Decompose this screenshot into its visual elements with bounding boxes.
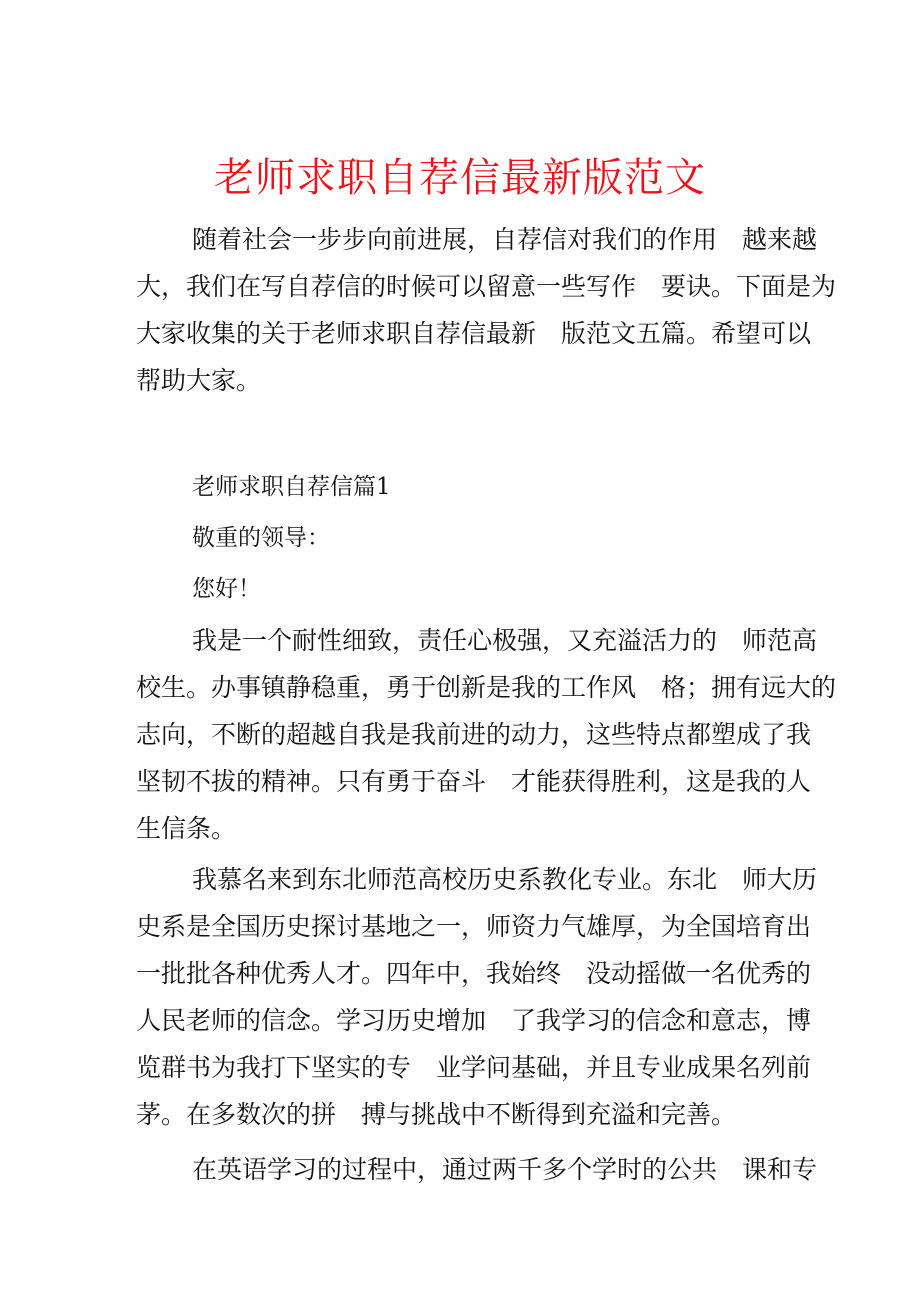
body-paragraph-1 — [136, 617, 837, 852]
text-line: 大家收集的关于老师求职自荐信最新 版范文五篇。希望可以 — [136, 319, 812, 348]
text-line: 在英语学习的过程中，通过两千多个学时的公共 课和专 — [192, 1155, 818, 1184]
intro-paragraph — [136, 216, 837, 404]
text-line: 帮助大家。 — [136, 366, 262, 395]
text-line: 览群书为我打下坚实的专 业学问基础，并且专业成果名列前 — [136, 1053, 812, 1082]
text-line: 生信条。 — [136, 814, 237, 843]
text-line: 志向，不断的超越自我是我前进的动力，这些特点都塑成了我 — [136, 720, 812, 749]
section-heading-text: 老师求职自荐信篇1 — [192, 474, 391, 500]
document-title: 老师求职自荐信最新版范文 — [214, 155, 706, 201]
text-line: 我是一个耐性细致，责任心极强，又充溢活力的 师范高 — [192, 626, 818, 655]
salutation — [136, 515, 796, 562]
text-line: 坚韧不拔的精神。只有勇于奋斗 才能获得胜利，这是我的人 — [136, 767, 812, 796]
text-line: 一批批各种优秀人才。四年中，我始终 没动摇做一名优秀的 — [136, 959, 812, 988]
text-line: 茅。在多数次的拼 搏与挑战中不断得到充溢和完善。 — [136, 1100, 737, 1129]
text-line: 随着社会一步步向前进展，自荐信对我们的作用 越来越 — [192, 225, 818, 254]
text-line: 史系是全国历史探讨基地之一，师资力气雄厚，为全国培育出 — [136, 912, 812, 941]
document-body — [136, 216, 837, 1193]
text-line: 人民老师的信念。学习历史增加 了我学习的信念和意志，博 — [136, 1006, 812, 1035]
greeting — [136, 566, 796, 613]
section-heading — [136, 464, 796, 511]
body-paragraph-3 — [136, 1146, 818, 1193]
salutation-text: 敬重的领导： — [192, 525, 330, 551]
text-line: 我慕名来到东北师范高校历史系教化专业。东北 师大历 — [192, 865, 818, 894]
text-line: 校生。办事镇静稳重，勇于创新是我的工作风 格；拥有远大的 — [136, 673, 837, 702]
greeting-text: 您好！ — [192, 576, 261, 602]
body-paragraph-2 — [136, 856, 818, 1138]
text-line: 大，我们在写自荐信的时候可以留意一些写作 要诀。下面是为 — [136, 272, 837, 301]
